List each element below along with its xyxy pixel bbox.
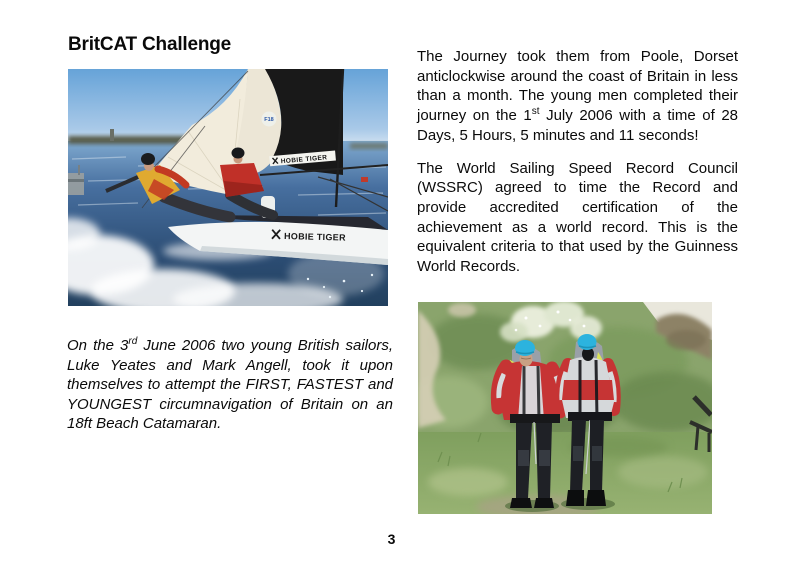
sailing-photo-graphic xyxy=(68,69,388,306)
caption-text-start: On the 3 xyxy=(67,337,129,354)
page-number: 3 xyxy=(387,531,396,547)
sandy-patch xyxy=(448,303,476,317)
sail-class-badge-text: F18 xyxy=(264,117,274,124)
paragraph-journey-text: The Journey took them from Poole, Dorset anticlockwise around the coast of Britain in less than a month. The young men completed their journey on the 1 xyxy=(417,48,738,125)
crew-photo xyxy=(418,302,712,514)
sail-brand-text: HOBIE TIGER xyxy=(280,154,328,166)
paragraph-journey xyxy=(417,47,738,146)
caption-text-cont: June 2006 two young British sailors, Luke Yeates and Mark Angell, took it upon themselves to attempt the FIRST, FASTEST and YOUNGEST circumnavigation of Britain on an 18ft Beach Catamaran. xyxy=(67,337,393,433)
caption-text xyxy=(67,336,393,434)
sail-class-badge xyxy=(262,112,277,127)
ordinal-superscript-rd: rd xyxy=(128,336,138,347)
body-text-column xyxy=(417,47,738,277)
paragraph-journey-text-cont: July 2006 with a time of 28 Days, 5 Hours, 5 minutes and 11 seconds! xyxy=(417,107,739,144)
dune-shadow xyxy=(666,330,706,350)
crew-photo-graphic xyxy=(418,302,712,514)
caption-paragraph xyxy=(67,336,393,434)
ordinal-superscript-st: st xyxy=(531,106,540,118)
hull-brand-text: HOBIE TIGER xyxy=(283,231,346,243)
sailing-photo xyxy=(68,69,388,306)
paragraph-wssrc: The World Sailing Speed Record Council (WSSRC) agreed to time the Record and provide accredited certification of the achievement as a world record. This is the equivalent criteria to that used by the Guinness World Records. xyxy=(417,159,738,276)
page-title: BritCAT Challenge xyxy=(68,34,232,55)
rigging-flag xyxy=(361,177,368,182)
